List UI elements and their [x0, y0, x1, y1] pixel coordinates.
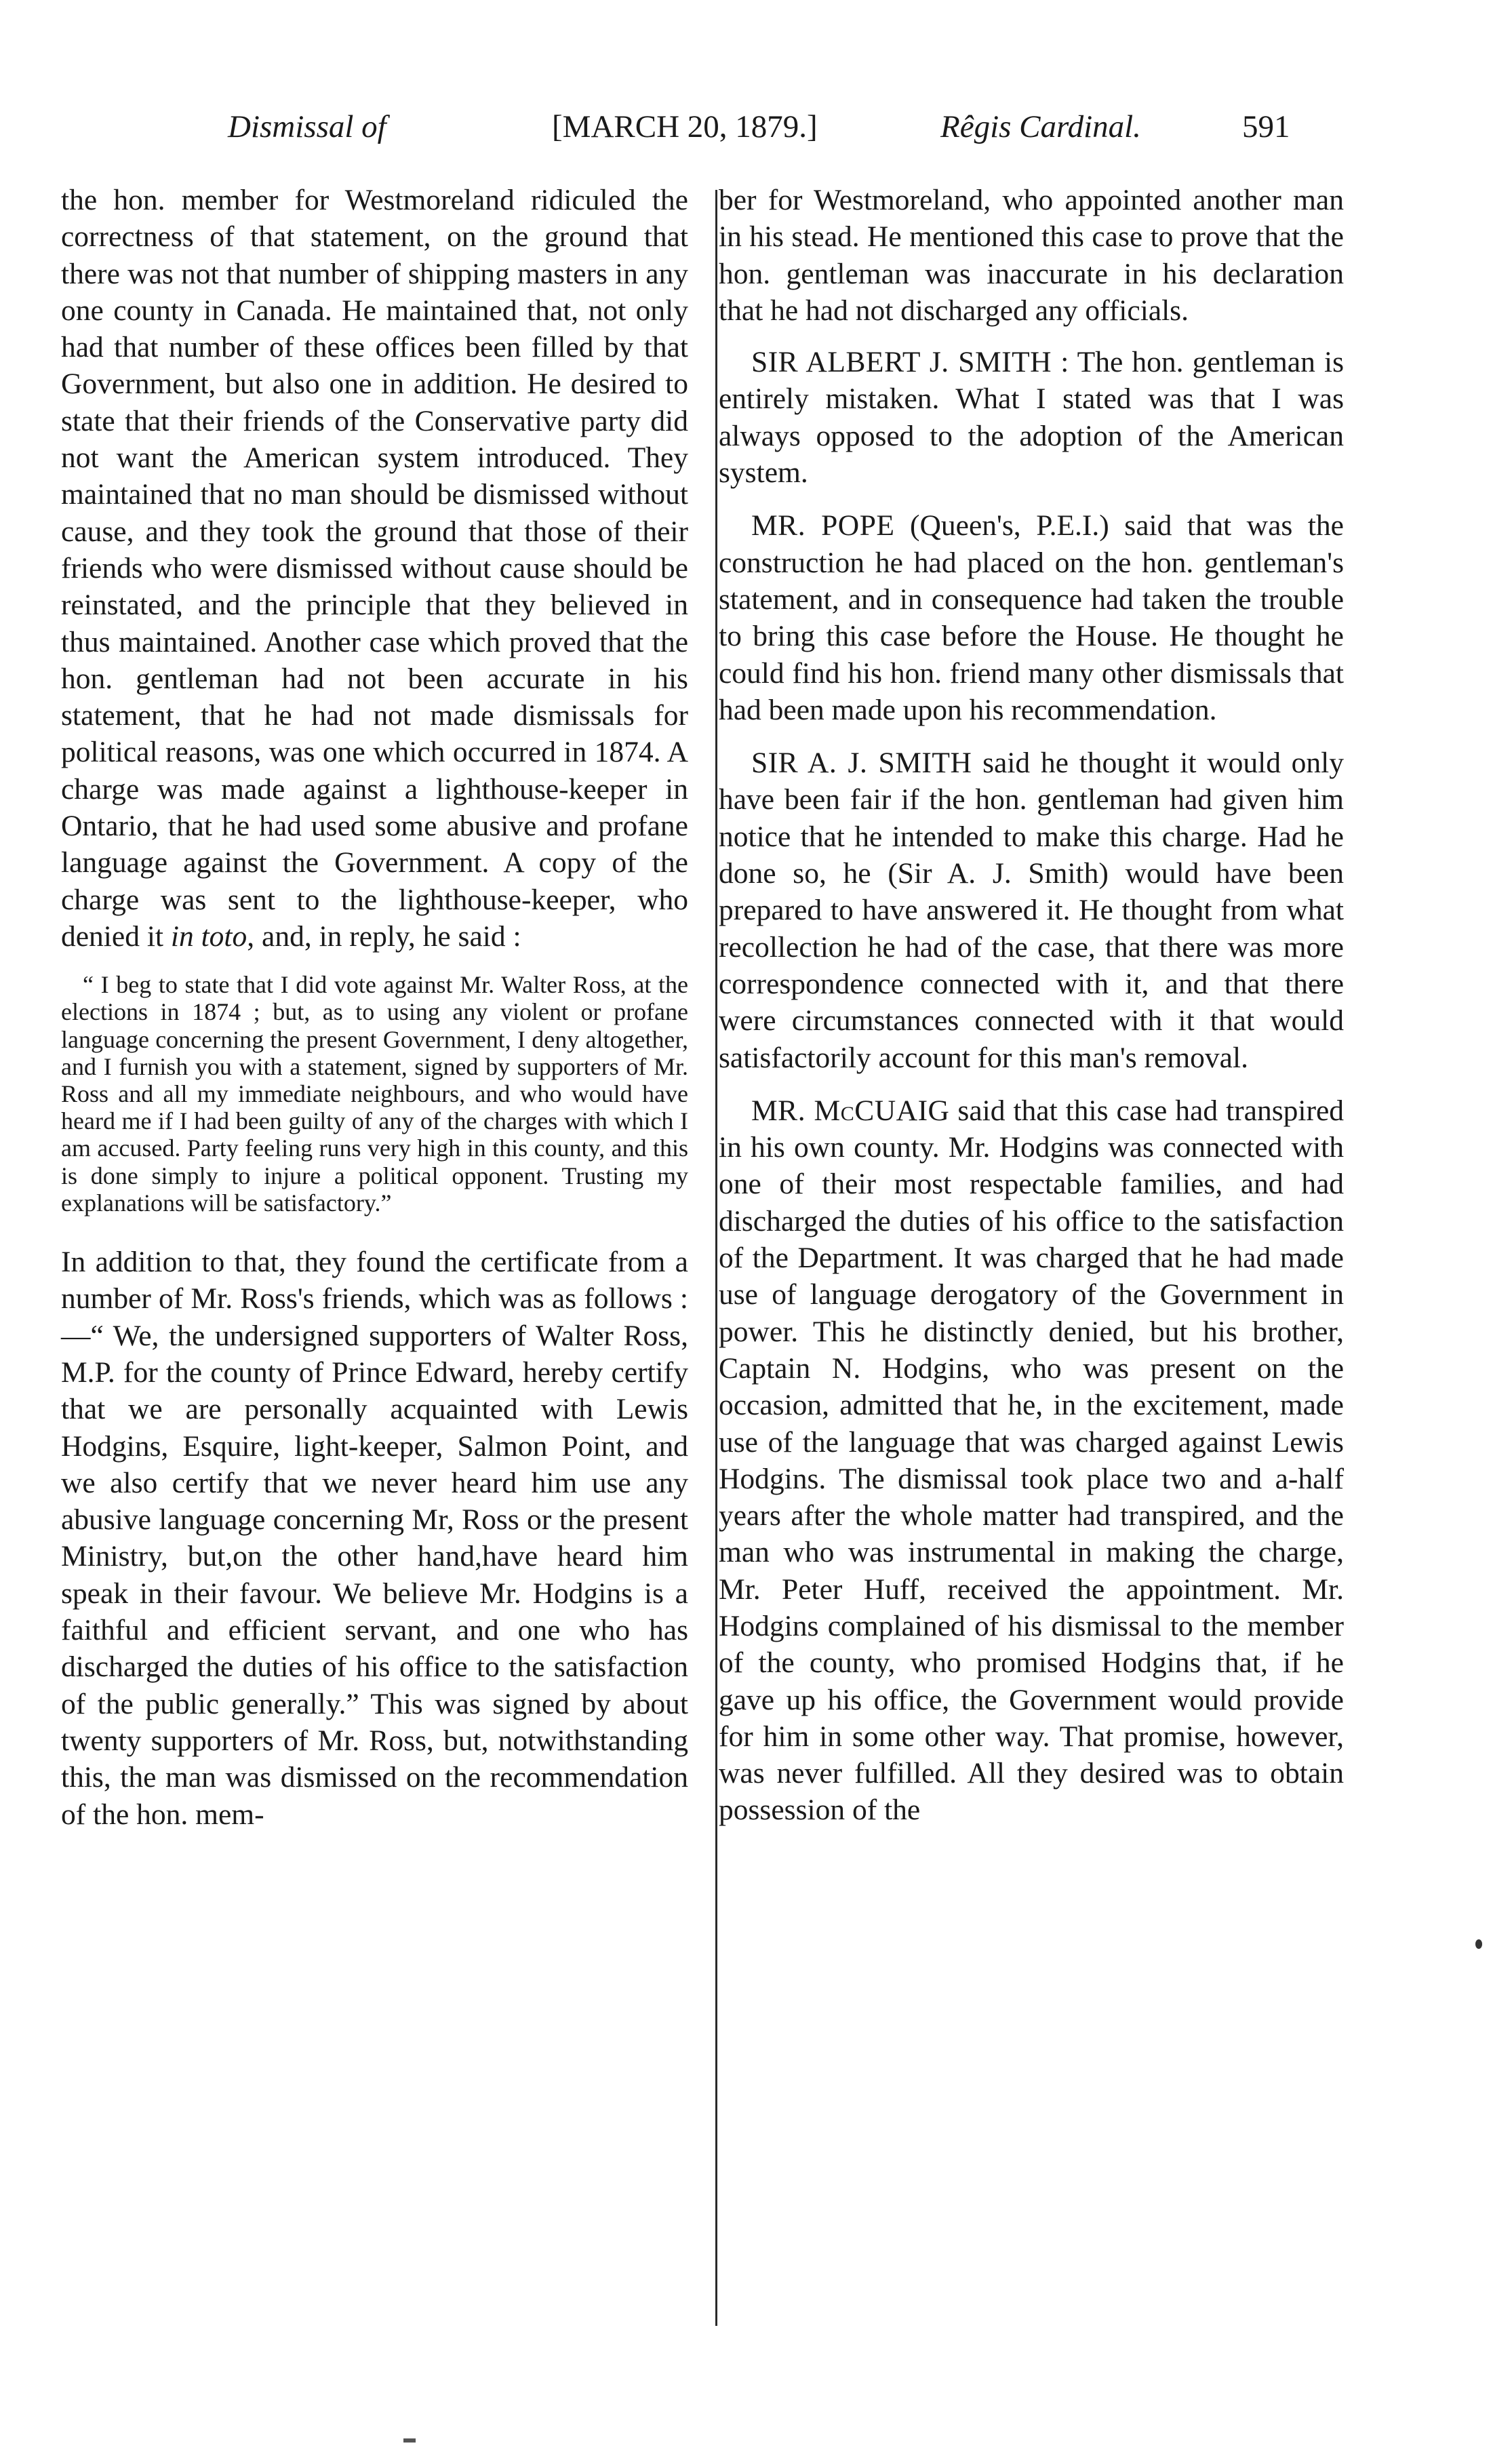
left-paragraph-1 [61, 182, 688, 955]
speaker-name: MR. POPE [751, 509, 895, 542]
column-divider [715, 190, 717, 2326]
speaker-name: MR. McCUAIG [751, 1094, 950, 1127]
speech-smith-2 [719, 745, 1344, 1076]
quoted-letter: “ I beg to state that I did vote against Mr. Walter Ross, at the elections in 1874 ; but, as to using any violent or profane language concerning the present Government, I deny altogether, and I furnish you with a statement, signed by supporters of Mr. Ross and all my immediate neighbours, and who would have heard me if I had been guilty of any of the charges with which I am accused. Party feeling runs very high in this county, and this is done simply to injure a political opponent. Trusting my explanations will be satisfactory.” [61, 971, 688, 1217]
left-paragraph-1-end: , and, in reply, he said : [247, 920, 521, 953]
speech-text: said that this case had transpired in his own county. Mr. Hodgins was connected with one of their most respectable families, and had discharged the duties of his office to the satisfaction of the Department. It was charged that he had made use of language derogatory of the Government in power. This he distinctly denied, but his brother, Captain N. Hodgins, who was present on the occasion, admitted that he, in the excitement, made use of the language that was charged against Lewis Hodgins. The dismissal took place two and a-half years after the whole matter had transpired, and the man who was instrumental in making the charge, Mr. Peter Huff, received the appointment. Mr. Hodgins complained of his dismissal to the member of the county, who promised Hodgins that, if he gave up his office, the Government would provide for him in some other way. That promise, however, was never fulfilled. All they desired was to obtain possession of the [719, 1094, 1344, 1827]
header-topic-left: Dismissal of [228, 109, 386, 144]
right-column [719, 182, 1344, 1845]
footer-mark [403, 2438, 416, 2443]
left-paragraph-2: In addition to that, they found the certificate from a number of Mr. Ross's friends, which was as follows :—“ We, the undersigned supporters of Walter Ross, M.P. for the county of Prince Edward, hereby certify that we are personally acquainted with Lewis Hodgins, Esquire, light-keeper, Salmon Point, and we also certify that we never heard him use any abusive language concerning Mr, Ross or the present Ministry, but,on the other hand,have heard him speak in their favour. We believe Mr. Hodgins is a faithful and efficient servant, and one who has discharged the duties of his office to the satisfaction of the public generally.” This was signed by about twenty supporters of Mr. Ross, but, notwithstanding this, the man was dismissed on the recommendation of the hon. mem- [61, 1246, 688, 1831]
latin-phrase: in toto [170, 920, 247, 953]
speech-text: (Queen's, P.E.I.) said that was the construction he had placed on the hon. gentleman's statement, and in consequence had taken the trouble to bring this case before the House. He thought he could find his hon. friend many other dismissals that had been made upon his recommendation. [719, 509, 1344, 726]
speech-pope [719, 507, 1344, 728]
left-paragraph-1-text: the hon. member for Westmoreland ridiculed the correctness of that statement, on the ground that there was not that number of shipping masters in any one county in Canada. He maintained that, not only had that number of these offices been filled by that Government, but also one in addition. He desired to state that their friends of the Conservative party did not want the American system introduced. They maintained that no man should be dismissed without cause, and they took the ground that those of their friends who were dismissed without cause should be reinstated, and the principle that they believed in thus maintained. Another case which proved that the hon. gentleman had not been accurate in his statement, that he had not made dismissals for political reasons, was one which occurred in 1874. A charge was made against a lighthouse-keeper in Ontario, that he had used some abusive and profane language against the Government. A copy of the charge was sent to the lighthouse-keeper, who denied it [61, 184, 688, 953]
running-header [61, 103, 1342, 151]
margin-mark [1475, 1939, 1482, 1949]
right-paragraph-1: ber for Westmoreland, who appointed another man in his stead. He mentioned this case to prove that the hon. gentleman was inaccurate in his declaration that he had not discharged any officials. [719, 184, 1344, 327]
speaker-name: SIR A. J. SMITH [751, 747, 972, 780]
speaker-name: SIR ALBERT J. SMITH [751, 346, 1052, 379]
speech-mccuaig [719, 1092, 1344, 1829]
speech-text: : The hon. gentleman is entirely mistaken. What I stated was that I was always opposed to the adoption of the American system. [719, 346, 1344, 490]
left-column [61, 182, 688, 1849]
header-date: [MARCH 20, 1879.] [552, 109, 818, 144]
header-topic-right: Rêgis Cardinal. [940, 109, 1141, 144]
speech-smith-1 [719, 344, 1344, 491]
speech-text: said he thought it would only have been fair if the hon. gentleman had given him notice that he intended to make this charge. Had he done so, he (Sir A. J. Smith) would have been prepared to have answered it. He thought from what recollection he had of the case, that there was more correspondence connected with it, and that there were circumstances connected with it that would satisfactorily account for this man's removal. [719, 747, 1345, 1074]
page-number: 591 [1242, 109, 1290, 144]
